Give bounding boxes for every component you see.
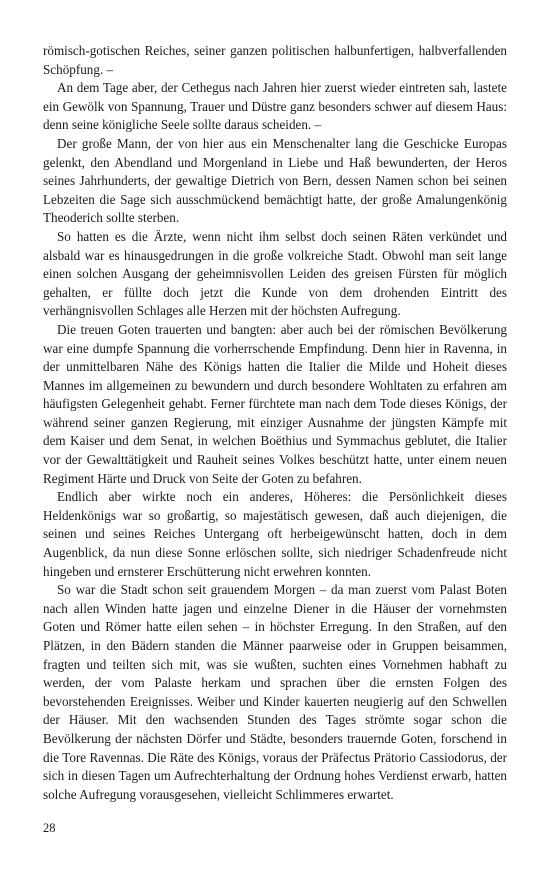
paragraph-3: Der große Mann, der von hier aus ein Menschenalter lang die Geschicke Europas gelenkt, den Abendland und Morgenland in Liebe und Haß bewunderten, der Heros seines Jahrhunderts, der gewaltige Dietrich von Bern, dessen Namen schon bei seinen Lebzeiten die Sage sich ausschmückend bemächtigt hatte, der große Amalungenkönig Theoderich sollte sterben. xyxy=(43,135,507,226)
paragraph-7: So war die Stadt schon seit grauendem Morgen – da man zuerst vom Palast Boten nach allen Winden hatte jagen und einzelne Diener in die Häuser der vornehmsten Goten und Römer hatte eilen sehen – in höchster Erregung. In den Straßen, auf den Plätzen, in den Bädern standen die Männer paarweise oder in Gruppen beisammen, fragten und teilten sich mit, was sie wußten, suchten eines Vornehmen habhaft zu werden, der vom Palaste herkam und sprachen über die ernsten Folgen des bevorstehenden Ereignisses. Weiber und Kinder kauerten neugierig auf den Schwellen der Häuser. Mit den wachsenden Stunden des Tages strömte sogar schon die Bevölkerung der nächsten Dörfer und Städte, besonders trauernde Goten, forschend in die Tore Ravennas. Die Räte des Königs, voraus der Präfectus Prätorio Cassiodorus, der sich in diesen Tagen um Aufrechterhaltung der Ordnung hohes Verdienst erwarb, hatten solche Aufregung vorausgesehen, vielleicht Schlimmeres erwartet. xyxy=(43,582,507,802)
paragraph-5: Die treuen Goten trauerten und bangten: aber auch bei der römischen Bevölkerung war eine dumpfe Spannung die vorherrschende Empfindung. Denn hier in Ravenna, in der unmittelbaren Nähe des Königs hatten die Italier die Milde und Hoheit dieses Mannes im allgemeinen zu bewundern und durch besondere Wohltaten zu erfahren am häufigsten Gelegenheit gehabt. Ferner fürchtete man nach dem Tode dieses Königs, der während seiner ganzen Regierung, mit einziger Ausnahme der jüngsten Kämpfe mit dem Kaiser und dem Senat, in welchen Boëthius und Symmachus geblutet, die Italier vor der Gewalttätigkeit und Rauheit seines Volkes beschützt hatte, unter einem neuen Regiment Härte und Druck von Seite der Goten zu befahren. xyxy=(43,321,507,486)
paragraph-1: römisch-gotischen Reiches, seiner ganzen politischen halbunfertigen, halbverfallenden Schöpfung. – xyxy=(43,43,507,77)
page-number: 28 xyxy=(43,821,56,835)
paragraph-2: An dem Tage aber, der Cethegus nach Jahren hier zuerst wieder eintreten sah, lastete ein Gewölk von Spannung, Trauer und Düstre ganz besonders schwer auf diesem Haus: denn seine königliche Seele sollte daraus scheiden. – xyxy=(43,80,507,133)
page-body xyxy=(43,42,507,804)
paragraph-4: So hatten es die Ärzte, wenn nicht ihm selbst doch seinen Räten verkündet und alsbald war es hinausgedrungen in die große volkreiche Stadt. Obwohl man seit lange einen solchen Ausgang der geheimnisvollen Leiden des greisen Fürsten für möglich gehalten, er füllte doch jetzt die Kunde von dem drohenden Eintritt des verhängnisvollen Schlages alle Herzen mit der höchsten Aufregung. xyxy=(43,228,507,319)
paragraph-6: Endlich aber wirkte noch ein anderes, Höheres: die Persönlichkeit dieses Heldenkönigs war so großartig, so majestätisch gewesen, daß auch diejenigen, die seinen und seines Reiches Untergang oft herbeigewünscht hatten, doch in dem Augenblick, da nun diese Sonne erlöschen sollte, sich niedriger Schadenfreude nicht hingeben und ernsterer Erschütterung nicht erwehren konnten. xyxy=(43,489,507,579)
